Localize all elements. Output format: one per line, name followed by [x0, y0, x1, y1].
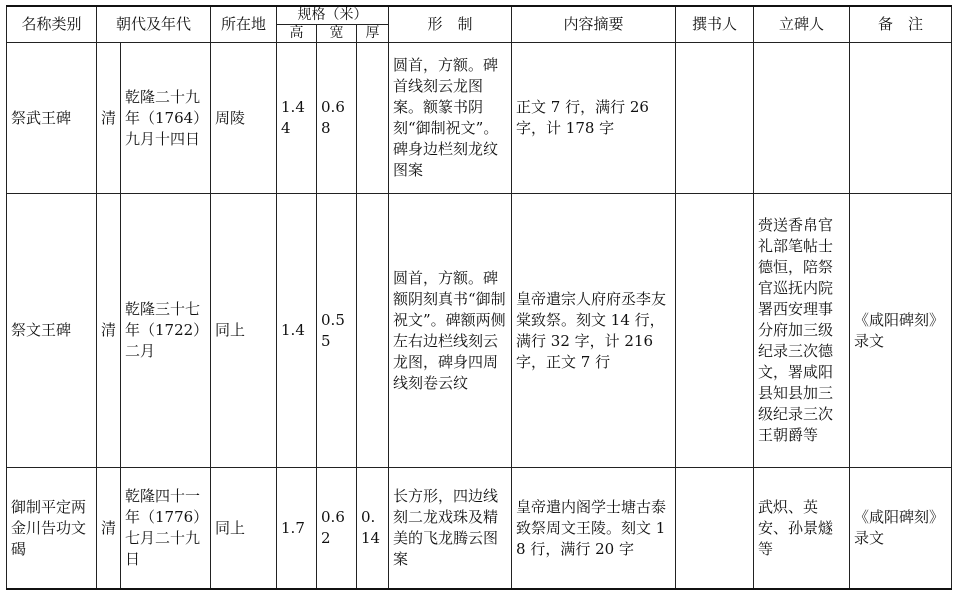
cell-author	[676, 43, 754, 194]
cell-author	[676, 468, 754, 589]
header-erector: 立碑人	[754, 6, 850, 43]
cell-notes: 《咸阳碑刻》录文	[850, 468, 952, 589]
cell-width: 0.68	[317, 43, 357, 194]
cell-name: 祭武王碑	[7, 43, 97, 194]
header-spec-height: 高	[277, 25, 317, 43]
cell-dynasty: 清	[97, 43, 121, 194]
cell-notes	[850, 43, 952, 194]
cell-content: 皇帝遣宗人府府丞李友棠致祭。刻文 14 行，满行 32 字，计 216 字，正文 7 行	[512, 194, 676, 468]
cell-author	[676, 194, 754, 468]
cell-erector: 赍送香帛官礼部笔帖士德恒，陪祭官巡抚内院署西安理事分府加三级纪录三次德文，署咸阳县知县加三级纪录三次王朝爵等	[754, 194, 850, 468]
cell-erector	[754, 43, 850, 194]
cell-date: 乾隆三十七年（1722）二月	[121, 194, 211, 468]
header-notes: 备 注	[850, 6, 952, 43]
table-row	[7, 43, 952, 194]
header-form: 形 制	[389, 6, 512, 43]
cell-name: 御制平定两金川告功文碣	[7, 468, 97, 589]
stele-record-table	[6, 5, 952, 590]
header-location: 所在地	[211, 6, 277, 43]
cell-height: 1.4	[277, 194, 317, 468]
cell-thickness	[357, 43, 389, 194]
cell-content: 正文 7 行，满行 26 字，计 178 字	[512, 43, 676, 194]
cell-thickness: 0.14	[357, 468, 389, 589]
header-spec-thickness: 厚	[357, 25, 389, 43]
header-author: 撰书人	[676, 6, 754, 43]
cell-thickness	[357, 194, 389, 468]
cell-form: 圆首，方额。碑首线刻云龙图案。额篆书阴刻“御制祝文”。碑身边栏刻龙纹图案	[389, 43, 512, 194]
header-spec-width: 宽	[317, 25, 357, 43]
cell-dynasty: 清	[97, 194, 121, 468]
header-content: 内容摘要	[512, 6, 676, 43]
cell-dynasty: 清	[97, 468, 121, 589]
cell-content: 皇帝遣内阁学士塘古泰致祭周文王陵。刻文 18 行，满行 20 字	[512, 468, 676, 589]
cell-notes: 《咸阳碑刻》录文	[850, 194, 952, 468]
cell-location: 周陵	[211, 43, 277, 194]
cell-date: 乾隆四十一年（1776）七月二十九日	[121, 468, 211, 589]
cell-erector: 武炽、英安、孙景燧等	[754, 468, 850, 589]
header-spec: 规格（米）	[277, 6, 389, 25]
cell-height: 1.44	[277, 43, 317, 194]
cell-date: 乾隆二十九年（1764）九月十四日	[121, 43, 211, 194]
table-row	[7, 468, 952, 589]
cell-width: 0.62	[317, 468, 357, 589]
cell-form: 长方形，四边线刻二龙戏珠及精美的飞龙腾云图案	[389, 468, 512, 589]
cell-width: 0.55	[317, 194, 357, 468]
header-name: 名称类别	[7, 6, 97, 43]
cell-height: 1.7	[277, 468, 317, 589]
table-row	[7, 194, 952, 468]
cell-name: 祭文王碑	[7, 194, 97, 468]
cell-location: 同上	[211, 194, 277, 468]
header-dynasty-date: 朝代及年代	[97, 6, 211, 43]
cell-form: 圆首，方额。碑额阴刻真书“御制祝文”。碑额两侧左右边栏线刻云龙图，碑身四周线刻卷云纹	[389, 194, 512, 468]
cell-location: 同上	[211, 468, 277, 589]
